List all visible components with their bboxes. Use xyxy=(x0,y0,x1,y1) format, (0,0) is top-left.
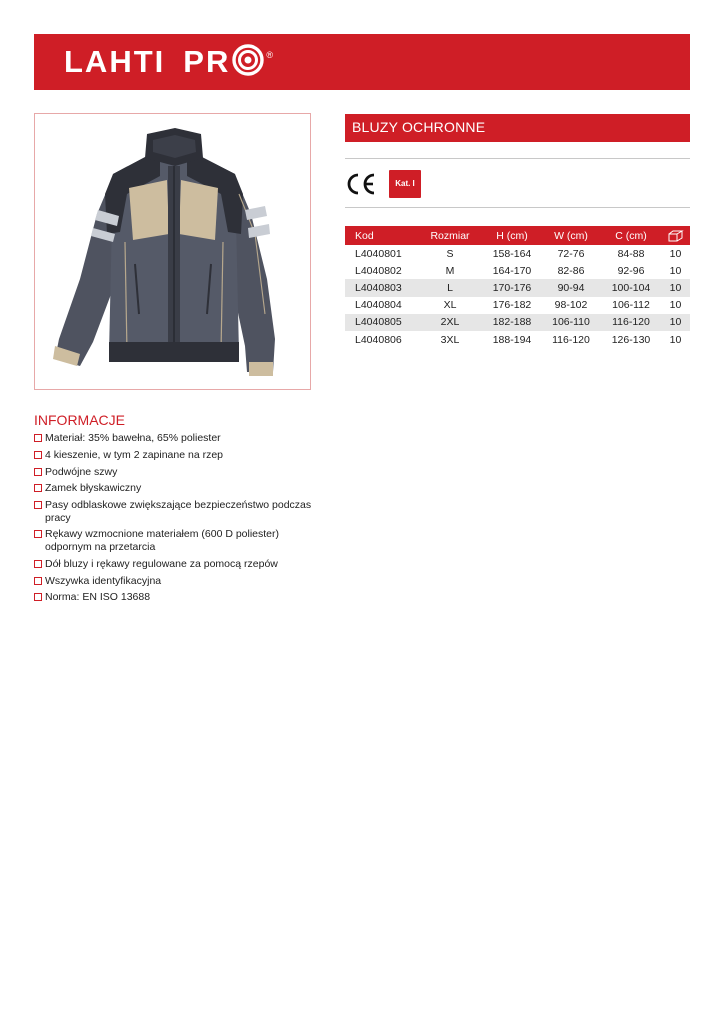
col-header-c: C (cm) xyxy=(601,226,661,245)
feature-text: Norma: EN ISO 13688 xyxy=(45,591,151,604)
cell-h: 158-164 xyxy=(492,247,532,260)
cell-w: 72-76 xyxy=(557,247,585,260)
cell-rozmiar: S xyxy=(446,247,454,260)
table-row xyxy=(345,297,690,314)
brand-header xyxy=(34,34,690,90)
cell-kod: L4040805 xyxy=(345,314,417,331)
table-row xyxy=(345,262,690,279)
checkbox-bullet-icon xyxy=(34,468,42,476)
table-row xyxy=(345,245,690,262)
cell-package: 10 xyxy=(661,279,690,296)
table-row xyxy=(345,314,690,331)
col-header-h: H (cm) xyxy=(483,226,541,245)
cell-h: 182-188 xyxy=(483,314,541,331)
box-icon xyxy=(668,229,684,241)
checkbox-bullet-icon xyxy=(34,501,42,509)
checkbox-bullet-icon xyxy=(34,451,42,459)
category-kat-badge: Kat. I xyxy=(389,170,421,198)
divider-bottom xyxy=(345,207,690,208)
cell-kod: L4040801 xyxy=(355,247,402,260)
cell-rozmiar: XL xyxy=(443,299,457,312)
cell-c: 116-120 xyxy=(601,314,661,331)
feature-text: Wszywka identyfikacyjna xyxy=(45,574,162,587)
size-table xyxy=(345,226,690,348)
cell-c: 92-96 xyxy=(617,264,645,277)
col-header-package xyxy=(661,226,690,245)
checkbox-bullet-icon xyxy=(34,530,42,538)
cell-c: 100-104 xyxy=(601,279,661,296)
checkbox-bullet-icon xyxy=(34,434,42,442)
cell-c: 84-88 xyxy=(617,247,645,260)
table-header-row xyxy=(345,226,690,245)
checkbox-bullet-icon xyxy=(34,593,42,601)
cell-h: 164-170 xyxy=(492,264,532,277)
logo-rings-icon xyxy=(231,44,265,80)
ce-mark-icon xyxy=(345,172,377,200)
col-header-kod: Kod xyxy=(345,226,417,245)
cell-rozmiar: L xyxy=(417,279,483,296)
list-item xyxy=(34,591,314,604)
cell-rozmiar: M xyxy=(445,264,455,277)
list-item xyxy=(34,558,314,571)
checkbox-bullet-icon xyxy=(34,577,42,585)
table-row xyxy=(345,331,690,348)
cell-kod: L4040806 xyxy=(355,333,402,346)
cell-w: 82-86 xyxy=(557,264,585,277)
cell-h: 170-176 xyxy=(483,279,541,296)
cell-h: 188-194 xyxy=(492,333,532,346)
cell-c: 106-112 xyxy=(612,299,650,312)
logo-word-lahti: LAHTI xyxy=(64,44,166,79)
feature-text: Pasy odblaskowe zwiększające bezpieczeństwo podczas pracy xyxy=(45,499,312,524)
feature-text: Zamek błyskawiczny xyxy=(45,482,142,495)
cell-kod: L4040802 xyxy=(355,264,402,277)
list-item xyxy=(34,432,314,445)
cell-w: 90-94 xyxy=(541,279,601,296)
brand-logo xyxy=(64,46,273,78)
cell-rozmiar: 3XL xyxy=(440,333,460,346)
feature-text: 4 kieszenie, w tym 2 zapinane na rzep xyxy=(45,448,224,461)
cell-package: 10 xyxy=(669,264,682,277)
info-feature-list xyxy=(34,432,314,608)
list-item xyxy=(34,575,314,588)
checkbox-bullet-icon xyxy=(34,560,42,568)
cell-package: 10 xyxy=(669,333,682,346)
divider-top xyxy=(345,158,690,159)
cell-w: 116-120 xyxy=(552,333,590,346)
table-row xyxy=(345,279,690,296)
cell-w: 106-110 xyxy=(541,314,601,331)
category-title: BLUZY OCHRONNE xyxy=(352,119,486,135)
cell-c: 126-130 xyxy=(611,333,651,346)
product-image-frame xyxy=(34,113,311,390)
list-item xyxy=(34,482,314,495)
checkbox-bullet-icon xyxy=(34,484,42,492)
work-jacket-icon xyxy=(35,114,311,390)
info-section-title: INFORMACJE xyxy=(34,412,125,428)
cell-rozmiar: 2XL xyxy=(417,314,483,331)
feature-text: Rękawy wzmocnione materiałem (600 D poliester) odpornym na przetarcia xyxy=(45,528,280,553)
cell-package: 10 xyxy=(661,314,690,331)
list-item xyxy=(34,528,314,553)
cell-kod: L4040804 xyxy=(355,299,402,312)
col-header-w: W (cm) xyxy=(541,226,601,245)
feature-text: Dół bluzy i rękawy regulowane za pomocą rzepów xyxy=(45,557,278,570)
cell-h: 176-182 xyxy=(492,299,532,312)
list-item xyxy=(34,449,314,462)
registered-mark: ® xyxy=(266,50,273,60)
col-header-rozmiar: Rozmiar xyxy=(417,226,483,245)
cell-kod: L4040803 xyxy=(345,279,417,296)
logo-word-pro: PR xyxy=(183,44,231,79)
list-item xyxy=(34,466,314,479)
cell-package: 10 xyxy=(669,247,682,260)
list-item xyxy=(34,499,314,524)
cell-w: 98-102 xyxy=(554,299,588,312)
category-title-bar xyxy=(345,114,690,142)
feature-text: Materiał: 35% bawełna, 65% poliester xyxy=(45,432,221,444)
feature-text: Podwójne szwy xyxy=(45,465,118,478)
cell-package: 10 xyxy=(669,299,682,312)
